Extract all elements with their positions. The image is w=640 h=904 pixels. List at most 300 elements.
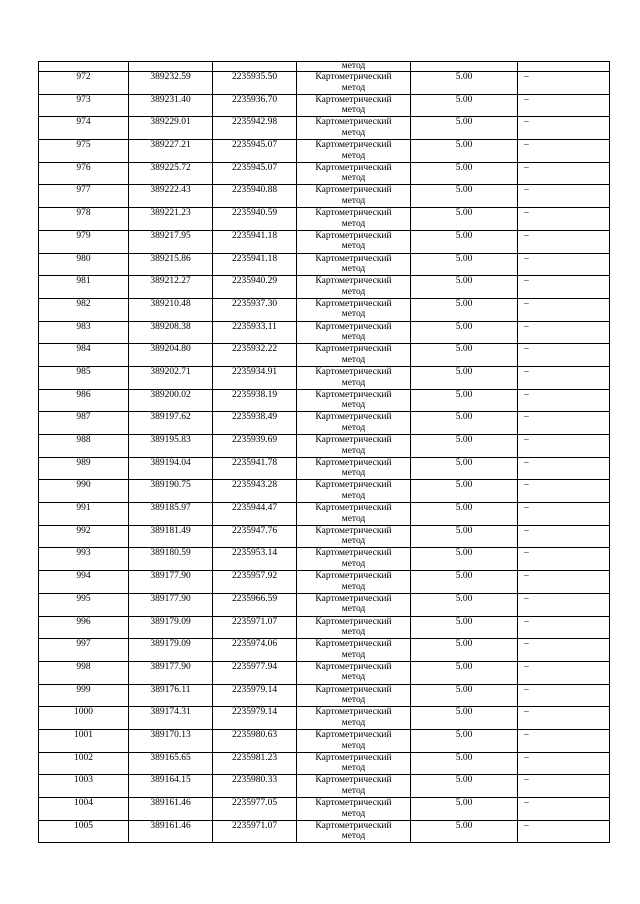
method-line2: метод [341, 332, 366, 343]
table-row [39, 276, 610, 299]
point-number: 998 [39, 661, 129, 684]
point-number: 994 [39, 571, 129, 594]
table-row [39, 525, 610, 548]
method-cell [297, 661, 411, 684]
point-number: 1000 [39, 707, 129, 730]
accuracy: 5.00 [411, 344, 518, 367]
method-line2: метод [341, 831, 366, 842]
accuracy: 5.00 [411, 593, 518, 616]
point-number: 1005 [39, 820, 129, 842]
table-row [39, 480, 610, 503]
note: – [518, 684, 610, 707]
point-number: 991 [39, 503, 129, 526]
method-line1: Картометрический [315, 798, 392, 808]
note: – [518, 140, 610, 163]
accuracy: 5.00 [411, 162, 518, 185]
method-line1: Картометрический [315, 729, 392, 740]
coord-x: 389232.59 [129, 72, 213, 95]
coord-x: 389161.46 [129, 798, 213, 821]
coord-y: 2235966.59 [213, 593, 297, 616]
method-line2: метод [341, 695, 366, 706]
method-line1: Картометрический [315, 72, 392, 82]
method-line1: Картометрический [315, 276, 392, 287]
coord-x: 389176.11 [129, 684, 213, 707]
method-line2: метод [341, 105, 366, 116]
point-number: 977 [39, 185, 129, 208]
accuracy: 5.00 [411, 185, 518, 208]
table-row [39, 503, 610, 526]
note: – [518, 117, 610, 140]
note: – [518, 72, 610, 95]
method-line2: метод [341, 513, 366, 524]
method-line1: Картометрический [315, 230, 392, 241]
method-cell [297, 548, 411, 571]
note: – [518, 616, 610, 639]
note: – [518, 276, 610, 299]
point-number: 979 [39, 230, 129, 253]
note: – [518, 253, 610, 276]
method-line2: метод [341, 490, 366, 501]
point-number: 995 [39, 593, 129, 616]
method-cell [297, 593, 411, 616]
method-line1: Картометрический [315, 503, 392, 514]
coord-x: 389202.71 [129, 366, 213, 389]
coord-x: 389221.23 [129, 208, 213, 231]
method-line1: Картометрический [315, 548, 392, 559]
accuracy: 5.00 [411, 253, 518, 276]
coord-y: 2235980.63 [213, 729, 297, 752]
table-row [39, 820, 610, 842]
table-row [39, 616, 610, 639]
coord-y: 2235932.22 [213, 344, 297, 367]
accuracy: 5.00 [411, 117, 518, 140]
accuracy: 5.00 [411, 571, 518, 594]
method-line1: Картометрический [315, 775, 392, 786]
accuracy: 5.00 [411, 775, 518, 798]
coord-x: 389215.86 [129, 253, 213, 276]
point-number: 974 [39, 117, 129, 140]
method-cell [297, 389, 411, 412]
method-line2: метод [341, 604, 366, 615]
note: – [518, 820, 610, 842]
coord-x: 389204.80 [129, 344, 213, 367]
method-line1: Картометрический [315, 707, 392, 718]
method-line2: метод [341, 581, 366, 592]
table-row [39, 435, 610, 458]
point-number: 1001 [39, 729, 129, 752]
note: – [518, 798, 610, 821]
coord-y: 2235940.88 [213, 185, 297, 208]
accuracy: 5.00 [411, 661, 518, 684]
method-cell [297, 72, 411, 95]
method-cell [297, 208, 411, 231]
point-number: 972 [39, 72, 129, 95]
point-number: 981 [39, 276, 129, 299]
method-cell [297, 412, 411, 435]
coord-x: 389225.72 [129, 162, 213, 185]
coord-y: 2235981.23 [213, 752, 297, 775]
note: – [518, 525, 610, 548]
table-row [39, 593, 610, 616]
accuracy: 5.00 [411, 707, 518, 730]
point-number: 1004 [39, 798, 129, 821]
method-line2: метод [341, 785, 366, 796]
cell-empty [39, 62, 129, 72]
note: – [518, 412, 610, 435]
table-row [39, 752, 610, 775]
point-number: 978 [39, 208, 129, 231]
method-line1: Картометрический [315, 480, 392, 491]
coord-x: 389197.62 [129, 412, 213, 435]
accuracy: 5.00 [411, 389, 518, 412]
method-cell [297, 435, 411, 458]
method-line2: метод [341, 377, 366, 388]
coord-x: 389179.09 [129, 616, 213, 639]
accuracy: 5.00 [411, 503, 518, 526]
coordinates-table [38, 61, 610, 843]
note: – [518, 185, 610, 208]
accuracy: 5.00 [411, 457, 518, 480]
method-line1: Картометрический [315, 457, 392, 468]
coord-y: 2235934.91 [213, 366, 297, 389]
coord-x: 389229.01 [129, 117, 213, 140]
coord-x: 389180.59 [129, 548, 213, 571]
method-line1: Картометрический [315, 571, 392, 582]
note: – [518, 707, 610, 730]
coord-x: 389177.90 [129, 661, 213, 684]
accuracy: 5.00 [411, 616, 518, 639]
method-line1: Картометрический [315, 253, 392, 264]
method-line1: Картометрический [315, 752, 392, 763]
coord-y: 2235979.14 [213, 707, 297, 730]
accuracy: 5.00 [411, 208, 518, 231]
cell-empty [518, 62, 610, 72]
coord-y: 2235980.33 [213, 775, 297, 798]
method-line2: метод [341, 82, 366, 93]
method-line1: Картометрический [315, 639, 392, 650]
method-line1: Картометрический [315, 820, 392, 831]
method-line1: Картометрический [315, 389, 392, 400]
point-number: 982 [39, 298, 129, 321]
point-number: 1003 [39, 775, 129, 798]
table-row [39, 162, 610, 185]
method-cell [297, 253, 411, 276]
coord-y: 2235971.07 [213, 820, 297, 842]
point-number: 976 [39, 162, 129, 185]
coord-y: 2235941.18 [213, 230, 297, 253]
point-number: 983 [39, 321, 129, 344]
method-cell [297, 639, 411, 662]
point-number: 996 [39, 616, 129, 639]
note: – [518, 752, 610, 775]
cell-empty [411, 62, 518, 72]
table-row [39, 571, 610, 594]
method-line2: метод [341, 422, 366, 433]
method-line2: метод [341, 468, 366, 479]
method-line2: метод [341, 559, 366, 570]
method-cell [297, 684, 411, 707]
method-cell [297, 366, 411, 389]
point-number: 987 [39, 412, 129, 435]
method-cell [297, 117, 411, 140]
method-cell [297, 503, 411, 526]
method-cell [297, 230, 411, 253]
table-row [39, 389, 610, 412]
method-line1: Картометрический [315, 321, 392, 332]
accuracy: 5.00 [411, 298, 518, 321]
method-line2: метод [341, 717, 366, 728]
point-number: 990 [39, 480, 129, 503]
accuracy: 5.00 [411, 435, 518, 458]
coord-y: 2235941.18 [213, 253, 297, 276]
coord-x: 389179.09 [129, 639, 213, 662]
table-row [39, 117, 610, 140]
accuracy: 5.00 [411, 276, 518, 299]
coord-y: 2235938.49 [213, 412, 297, 435]
coord-x: 389208.38 [129, 321, 213, 344]
method-line2: метод [341, 241, 366, 252]
coord-y: 2235943.28 [213, 480, 297, 503]
table-row [39, 298, 610, 321]
method-line2: метод [341, 445, 366, 456]
coord-y: 2235938.19 [213, 389, 297, 412]
point-number: 985 [39, 366, 129, 389]
cell-empty [129, 62, 213, 72]
coord-y: 2235942.98 [213, 117, 297, 140]
cell-empty [213, 62, 297, 72]
method-line2: метод [341, 127, 366, 138]
point-number: 993 [39, 548, 129, 571]
coord-x: 389212.27 [129, 276, 213, 299]
method-line2: метод [341, 150, 366, 161]
method-cell [297, 571, 411, 594]
method-line1: Картометрический [315, 298, 392, 309]
table-row [39, 661, 610, 684]
coord-y: 2235933.11 [213, 321, 297, 344]
note: – [518, 435, 610, 458]
point-number: 1002 [39, 752, 129, 775]
coord-x: 389194.04 [129, 457, 213, 480]
accuracy: 5.00 [411, 321, 518, 344]
point-number: 988 [39, 435, 129, 458]
coord-x: 389222.43 [129, 185, 213, 208]
coord-y: 2235974.06 [213, 639, 297, 662]
method-line1: Картометрический [315, 208, 392, 219]
method-line2: метод [341, 173, 366, 184]
method-line1: Картометрический [315, 412, 392, 423]
table-row [39, 185, 610, 208]
method-line1: Картометрический [315, 162, 392, 173]
note: – [518, 230, 610, 253]
method-line2: метод [341, 286, 366, 297]
table-row [39, 707, 610, 730]
method-line1: Картометрический [315, 140, 392, 151]
method-line1: Картометрический [315, 661, 392, 672]
table-row [39, 208, 610, 231]
point-number: 973 [39, 94, 129, 117]
method-cell [297, 140, 411, 163]
table-row [39, 230, 610, 253]
note: – [518, 548, 610, 571]
coord-y: 2235941.78 [213, 457, 297, 480]
method-line2: метод [341, 740, 366, 751]
method-fragment: метод [297, 62, 411, 72]
table-row [39, 94, 610, 117]
method-cell [297, 616, 411, 639]
accuracy: 5.00 [411, 480, 518, 503]
coord-x: 389227.21 [129, 140, 213, 163]
coord-x: 389195.83 [129, 435, 213, 458]
coord-y: 2235979.14 [213, 684, 297, 707]
table-row [39, 639, 610, 662]
table-row [39, 366, 610, 389]
coord-x: 389164.15 [129, 775, 213, 798]
table-row [39, 729, 610, 752]
method-line2: метод [341, 627, 366, 638]
accuracy: 5.00 [411, 729, 518, 752]
accuracy: 5.00 [411, 94, 518, 117]
coord-x: 389217.95 [129, 230, 213, 253]
note: – [518, 366, 610, 389]
coord-x: 389161.46 [129, 820, 213, 842]
coord-x: 389185.97 [129, 503, 213, 526]
table-row [39, 321, 610, 344]
point-number: 997 [39, 639, 129, 662]
note: – [518, 162, 610, 185]
method-line2: метод [341, 536, 366, 547]
accuracy: 5.00 [411, 684, 518, 707]
point-number: 975 [39, 140, 129, 163]
coord-y: 2235937.30 [213, 298, 297, 321]
method-line1: Картометрический [315, 616, 392, 627]
method-line1: Картометрический [315, 117, 392, 128]
point-number: 986 [39, 389, 129, 412]
method-line2: метод [341, 649, 366, 660]
accuracy: 5.00 [411, 412, 518, 435]
table-row [39, 140, 610, 163]
coord-x: 389165.65 [129, 752, 213, 775]
method-cell [297, 298, 411, 321]
coord-y: 2235935.50 [213, 72, 297, 95]
method-cell [297, 162, 411, 185]
method-cell [297, 729, 411, 752]
point-number: 989 [39, 457, 129, 480]
method-line1: Картометрический [315, 366, 392, 377]
table-row [39, 72, 610, 95]
method-line2: метод [341, 808, 366, 819]
coord-y: 2235939.69 [213, 435, 297, 458]
accuracy: 5.00 [411, 230, 518, 253]
note: – [518, 571, 610, 594]
method-line1: Картометрический [315, 435, 392, 445]
table-row [39, 548, 610, 571]
coord-y: 2235977.94 [213, 661, 297, 684]
accuracy: 5.00 [411, 72, 518, 95]
table-row [39, 684, 610, 707]
accuracy: 5.00 [411, 366, 518, 389]
note: – [518, 775, 610, 798]
table-row [39, 253, 610, 276]
method-cell [297, 798, 411, 821]
point-number: 992 [39, 525, 129, 548]
accuracy: 5.00 [411, 140, 518, 163]
note: – [518, 639, 610, 662]
coord-y: 2235953.14 [213, 548, 297, 571]
coord-y: 2235947.76 [213, 525, 297, 548]
note: – [518, 593, 610, 616]
method-line1: Картометрический [315, 684, 392, 695]
note: – [518, 480, 610, 503]
coord-y: 2235936.70 [213, 94, 297, 117]
coord-y: 2235971.07 [213, 616, 297, 639]
method-line1: Картометрический [315, 185, 392, 196]
method-cell [297, 321, 411, 344]
coord-x: 389174.31 [129, 707, 213, 730]
note: – [518, 389, 610, 412]
coord-x: 389190.75 [129, 480, 213, 503]
note: – [518, 321, 610, 344]
coord-y: 2235940.59 [213, 208, 297, 231]
accuracy: 5.00 [411, 525, 518, 548]
method-line1: Картометрический [315, 94, 392, 105]
coord-x: 389181.49 [129, 525, 213, 548]
method-cell [297, 185, 411, 208]
method-cell [297, 344, 411, 367]
method-cell [297, 457, 411, 480]
method-cell [297, 480, 411, 503]
table-row-continuation [39, 62, 610, 72]
method-cell [297, 525, 411, 548]
method-cell [297, 94, 411, 117]
coordinates-table-body [39, 62, 610, 843]
note: – [518, 94, 610, 117]
accuracy: 5.00 [411, 798, 518, 821]
table-row [39, 457, 610, 480]
table-row [39, 344, 610, 367]
point-number: 999 [39, 684, 129, 707]
coord-y: 2235977.05 [213, 798, 297, 821]
method-line2: метод [341, 763, 366, 774]
method-cell [297, 276, 411, 299]
coord-y: 2235944.47 [213, 503, 297, 526]
coord-y: 2235945.07 [213, 162, 297, 185]
method-cell [297, 820, 411, 842]
table-row [39, 412, 610, 435]
method-line2: метод [341, 400, 366, 411]
point-number: 980 [39, 253, 129, 276]
note: – [518, 457, 610, 480]
coord-x: 389177.90 [129, 571, 213, 594]
method-cell [297, 775, 411, 798]
accuracy: 5.00 [411, 639, 518, 662]
method-line2: метод [341, 196, 366, 207]
coord-x: 389177.90 [129, 593, 213, 616]
note: – [518, 344, 610, 367]
method-line1: Картометрический [315, 525, 392, 536]
method-cell [297, 707, 411, 730]
coord-x: 389231.40 [129, 94, 213, 117]
method-line2: метод [341, 354, 366, 365]
note: – [518, 503, 610, 526]
note: – [518, 298, 610, 321]
method-line2: метод [341, 264, 366, 275]
method-line1: Картометрический [315, 593, 392, 604]
note: – [518, 729, 610, 752]
table-row [39, 798, 610, 821]
coord-y: 2235957.92 [213, 571, 297, 594]
note: – [518, 661, 610, 684]
method-line1: Картометрический [315, 344, 392, 355]
